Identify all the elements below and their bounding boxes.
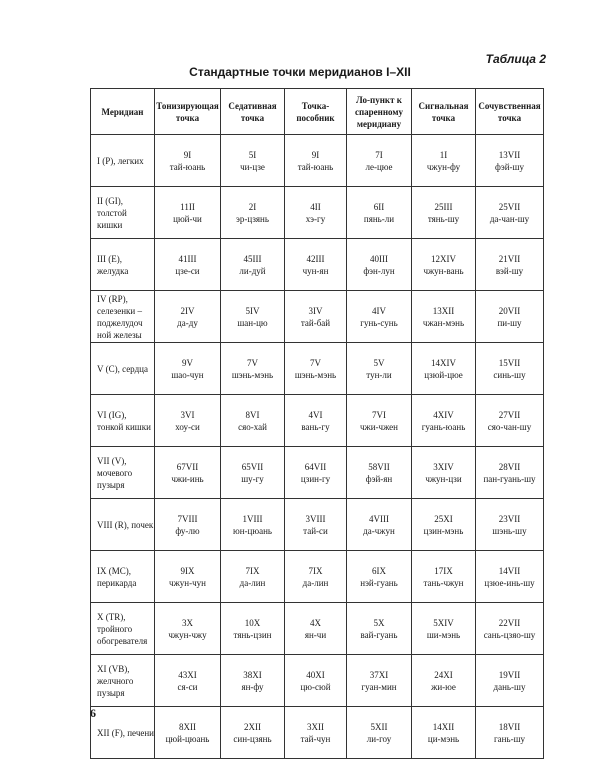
meridian-cell: IV (RP), селезенки – поджелудоч ной железы [91, 291, 155, 343]
point-name: чжун-фу [426, 161, 461, 172]
point-code: 42III [306, 253, 325, 264]
point-cell [347, 343, 412, 395]
point-name: вань-гу [301, 421, 330, 432]
point-code: 13VII [498, 149, 521, 160]
point-code: 3XII [307, 721, 324, 732]
column-header: Седативная точка [221, 89, 285, 135]
point-code: 4X [310, 617, 321, 628]
table-row [91, 707, 544, 759]
point-code: 14VII [498, 565, 521, 576]
point-cell [347, 395, 412, 447]
point-name: нэй-гуань [360, 577, 398, 588]
point-cell [476, 239, 544, 291]
point-name: да-лин [239, 577, 266, 588]
point-code: 9I [183, 149, 192, 160]
point-name: вай-гуань [360, 629, 398, 640]
point-cell [221, 291, 285, 343]
point-cell [347, 499, 412, 551]
point-name: тай-бай [300, 317, 331, 328]
point-cell [221, 499, 285, 551]
point-name: цзин-мэнь [423, 525, 464, 536]
point-name: тянь-шу [427, 213, 460, 224]
point-cell [155, 291, 221, 343]
point-code: 12XIV [431, 253, 456, 264]
point-code: 24XI [434, 669, 453, 680]
point-cell [155, 655, 221, 707]
point-code: 58VII [368, 461, 390, 472]
point-name: ци-мэнь [427, 733, 460, 744]
point-cell [221, 603, 285, 655]
column-header: Тонизирующая точка [155, 89, 221, 135]
point-cell [285, 447, 347, 499]
point-name: да-чан-шу [489, 213, 530, 224]
point-cell [347, 447, 412, 499]
point-code: 7VIII [177, 513, 198, 524]
point-code: 2IV [180, 305, 195, 316]
point-code: 23VII [498, 513, 521, 524]
point-code: 5XIV [433, 617, 454, 628]
point-name: пан-гуань-шу [483, 473, 536, 484]
point-code: 27VII [498, 409, 521, 420]
point-name: чи-цзе [240, 161, 265, 172]
point-cell [285, 499, 347, 551]
point-code: 13XII [432, 305, 455, 316]
point-name: шэнь-шу [492, 525, 527, 536]
point-cell [285, 707, 347, 759]
meridian-cell: VII (V), мочевого пузыря [91, 447, 155, 499]
point-name: жи-юе [431, 681, 456, 692]
point-name: тун-ли [366, 369, 392, 380]
point-name: фэй-шу [495, 161, 524, 172]
point-code: 1VIII [242, 513, 263, 524]
point-code: 5V [373, 357, 385, 368]
table-row [91, 395, 544, 447]
point-code: 4II [310, 201, 321, 212]
point-name: хоу-си [175, 421, 200, 432]
point-name: шу-гу [241, 473, 264, 484]
page-number: 6 [90, 706, 96, 720]
point-name: тай-чун [300, 733, 331, 744]
column-header: Меридиан [91, 89, 155, 135]
column-header: Сигнальная точка [412, 89, 476, 135]
point-name: ли-дуй [239, 265, 266, 276]
point-code: 43XI [178, 669, 197, 680]
point-code: 8VI [245, 409, 260, 420]
meridian-cell: III (E), желудка [91, 239, 155, 291]
point-name: фэй-ян [365, 473, 393, 484]
point-cell [285, 551, 347, 603]
point-name: шан-цю [237, 317, 268, 328]
point-cell [347, 187, 412, 239]
point-code: 18VII [498, 721, 521, 732]
point-code: 5XII [370, 721, 388, 732]
table-tag: Таблица 2 [485, 52, 546, 66]
point-cell [155, 499, 221, 551]
column-header: Ло-пункт к спаренному меридиану [347, 89, 412, 135]
point-code: 40XI [306, 669, 325, 680]
point-cell [221, 655, 285, 707]
point-cell [155, 707, 221, 759]
meridian-cell: VIII (R), почек [91, 499, 155, 551]
point-name: шэнь-мэнь [294, 369, 337, 380]
point-cell [285, 187, 347, 239]
point-cell [221, 187, 285, 239]
point-name: гунь-сунь [360, 317, 398, 328]
table-row [91, 291, 544, 343]
point-name: фу-лю [175, 525, 200, 536]
point-cell [285, 395, 347, 447]
table-row [91, 239, 544, 291]
point-cell [476, 447, 544, 499]
point-code: 5IV [245, 305, 260, 316]
point-name: чжун-чун [169, 577, 206, 588]
point-cell [155, 395, 221, 447]
point-code: 7VI [372, 409, 386, 420]
table-header-row [91, 89, 544, 135]
point-code: 14XIV [431, 357, 456, 368]
point-name: цзин-гу [300, 473, 331, 484]
point-name: тай-юань [169, 161, 206, 172]
point-name: чжи-инь [171, 473, 204, 484]
point-cell [412, 447, 476, 499]
meridian-cell: V (C), сердца [91, 343, 155, 395]
point-name: цзе-си [175, 265, 200, 276]
point-cell [285, 343, 347, 395]
table-row [91, 655, 544, 707]
point-code: 25III [434, 201, 453, 212]
meridian-cell: II (GI), толстой кишки [91, 187, 155, 239]
point-name: ся-си [177, 681, 198, 692]
point-code: 1I [439, 149, 448, 160]
point-cell [412, 707, 476, 759]
point-name: чун-ян [302, 265, 329, 276]
point-code: 17IX [434, 565, 453, 576]
point-name: ле-цюе [365, 161, 393, 172]
point-cell [221, 707, 285, 759]
point-cell [347, 707, 412, 759]
point-name: гань-шу [493, 733, 526, 744]
point-cell [347, 551, 412, 603]
point-code: 65VII [241, 461, 264, 472]
point-name: цюй-цюань [165, 733, 210, 744]
point-name: тай-си [303, 525, 328, 536]
point-code: 41III [178, 253, 197, 264]
point-code: 10X [244, 617, 261, 628]
point-code: 8XII [179, 721, 196, 732]
point-cell [476, 551, 544, 603]
point-cell [347, 135, 412, 187]
table-row [91, 551, 544, 603]
point-code: 14XII [432, 721, 455, 732]
point-code: 64VII [304, 461, 327, 472]
point-cell [412, 343, 476, 395]
point-cell [412, 603, 476, 655]
point-cell [476, 187, 544, 239]
table-row [91, 135, 544, 187]
point-cell [221, 447, 285, 499]
point-name: чжи-чжен [360, 421, 398, 432]
point-cell [285, 239, 347, 291]
point-name: син-цзянь [233, 733, 272, 744]
point-name: да-ду [177, 317, 198, 328]
point-code: 5I [248, 149, 257, 160]
point-cell [347, 291, 412, 343]
point-cell [155, 551, 221, 603]
point-name: ян-чи [304, 629, 327, 640]
point-cell [476, 655, 544, 707]
point-code: 7IX [308, 565, 323, 576]
point-cell [221, 395, 285, 447]
column-header: Сочувственная точка [476, 89, 544, 135]
point-code: 4XIV [433, 409, 454, 420]
meridian-cell: VI (IG), тонкой кишки [91, 395, 155, 447]
meridian-cell: XI (VB), желчного пузыря [91, 655, 155, 707]
point-cell [221, 343, 285, 395]
point-cell [412, 291, 476, 343]
point-code: 21VII [498, 253, 521, 264]
point-code: 7IX [245, 565, 260, 576]
point-cell [476, 707, 544, 759]
point-code: 45III [243, 253, 262, 264]
point-name: цюй-чи [173, 213, 202, 224]
point-cell [221, 551, 285, 603]
point-code: 3XIV [433, 461, 454, 472]
point-code: 7I [375, 149, 383, 160]
table-row [91, 187, 544, 239]
point-name: чжан-мэнь [422, 317, 465, 328]
point-cell [412, 655, 476, 707]
point-name: чжун-чжу [168, 629, 207, 640]
point-name: чжун-вань [423, 265, 464, 276]
point-code: 4IV [372, 305, 386, 316]
point-code: 25XI [434, 513, 453, 524]
point-name: чжун-цзи [425, 473, 462, 484]
point-code: 38XI [243, 669, 262, 680]
point-code: 7V [310, 357, 321, 368]
point-code: 40III [370, 253, 388, 264]
meridian-cell: IX (MC), перикарда [91, 551, 155, 603]
point-cell [347, 239, 412, 291]
point-code: 6II [373, 201, 385, 212]
point-cell [347, 603, 412, 655]
point-cell [155, 187, 221, 239]
point-name: сяо-чан-шу [487, 421, 532, 432]
meridian-cell: I (P), легких [91, 135, 155, 187]
point-name: пи-шу [497, 317, 522, 328]
point-name: цю-сюй [300, 681, 331, 692]
point-cell [285, 135, 347, 187]
table-row [91, 447, 544, 499]
point-name: сяо-хай [238, 421, 267, 432]
table-row [91, 343, 544, 395]
point-cell [412, 135, 476, 187]
point-name: тай-юань [297, 161, 334, 172]
point-code: 37XI [369, 669, 389, 680]
point-name: хэ-гу [305, 213, 326, 224]
point-cell [476, 603, 544, 655]
point-cell [476, 291, 544, 343]
point-name: тань-чжун [423, 577, 464, 588]
point-name: тянь-цзин [233, 629, 272, 640]
point-name: фэн-лун [363, 265, 395, 276]
point-cell [285, 291, 347, 343]
point-cell [476, 343, 544, 395]
point-name: вэй-шу [495, 265, 524, 276]
point-cell [155, 603, 221, 655]
point-cell [155, 135, 221, 187]
point-cell [155, 239, 221, 291]
table-row [91, 603, 544, 655]
point-name: гуань-юань [421, 421, 466, 432]
point-name: пянь-ли [363, 213, 395, 224]
point-code: 11II [180, 201, 195, 212]
point-code: 19VII [498, 669, 521, 680]
meridian-cell: XII (F), печени [91, 707, 155, 759]
column-header: Точка-пособник [285, 89, 347, 135]
point-name: цзюе-инь-шу [484, 577, 535, 588]
point-code: 3VI [180, 409, 195, 420]
point-cell [412, 187, 476, 239]
point-name: ши-мэнь [426, 629, 461, 640]
point-code: 3IV [308, 305, 323, 316]
point-name: шао-чун [171, 369, 204, 380]
point-cell [412, 395, 476, 447]
point-cell [476, 395, 544, 447]
point-cell [412, 551, 476, 603]
point-cell [285, 655, 347, 707]
point-name: дань-шу [493, 681, 526, 692]
point-code: 25VII [498, 201, 521, 212]
point-cell [285, 603, 347, 655]
point-name: сань-цзяо-шу [483, 629, 536, 640]
meridian-cell: X (TR), тройного обогревателя [91, 603, 155, 655]
point-name: цзюй-цюе [424, 369, 463, 380]
point-cell [221, 239, 285, 291]
point-code: 67VII [176, 461, 199, 472]
meridian-points-table [90, 88, 544, 759]
point-cell [476, 135, 544, 187]
point-code: 4VIII [369, 513, 389, 524]
point-code: 7V [247, 357, 258, 368]
point-code: 22VII [498, 617, 521, 628]
point-name: юн-цюань [233, 525, 272, 536]
point-name: ли-гоу [366, 733, 392, 744]
point-cell [155, 343, 221, 395]
point-name: да-чжун [363, 525, 395, 536]
point-name: эр-цзянь [236, 213, 269, 224]
point-code: 3X [182, 617, 193, 628]
point-cell [155, 447, 221, 499]
point-code: 20VII [498, 305, 521, 316]
table-row [91, 499, 544, 551]
point-code: 9I [311, 149, 320, 160]
point-code: 5X [373, 617, 385, 628]
point-cell [476, 499, 544, 551]
point-cell [412, 499, 476, 551]
point-cell [412, 239, 476, 291]
point-name: шэнь-мэнь [231, 369, 274, 380]
point-name: гуан-мин [361, 681, 397, 692]
table-title: Стандартные точки меридианов I–XII [189, 65, 411, 79]
point-name: да-лин [302, 577, 329, 588]
point-code: 2XII [244, 721, 261, 732]
point-code: 9V [182, 357, 193, 368]
point-code: 15VII [498, 357, 521, 368]
point-code: 2I [248, 201, 257, 212]
point-code: 6IX [372, 565, 386, 576]
point-code: 3VIII [305, 513, 326, 524]
point-cell [347, 655, 412, 707]
point-code: 4VI [308, 409, 323, 420]
point-cell [221, 135, 285, 187]
point-code: 28VII [498, 461, 521, 472]
point-name: синь-шу [493, 369, 526, 380]
point-code: 9IX [180, 565, 195, 576]
point-name: ян-фу [241, 681, 264, 692]
